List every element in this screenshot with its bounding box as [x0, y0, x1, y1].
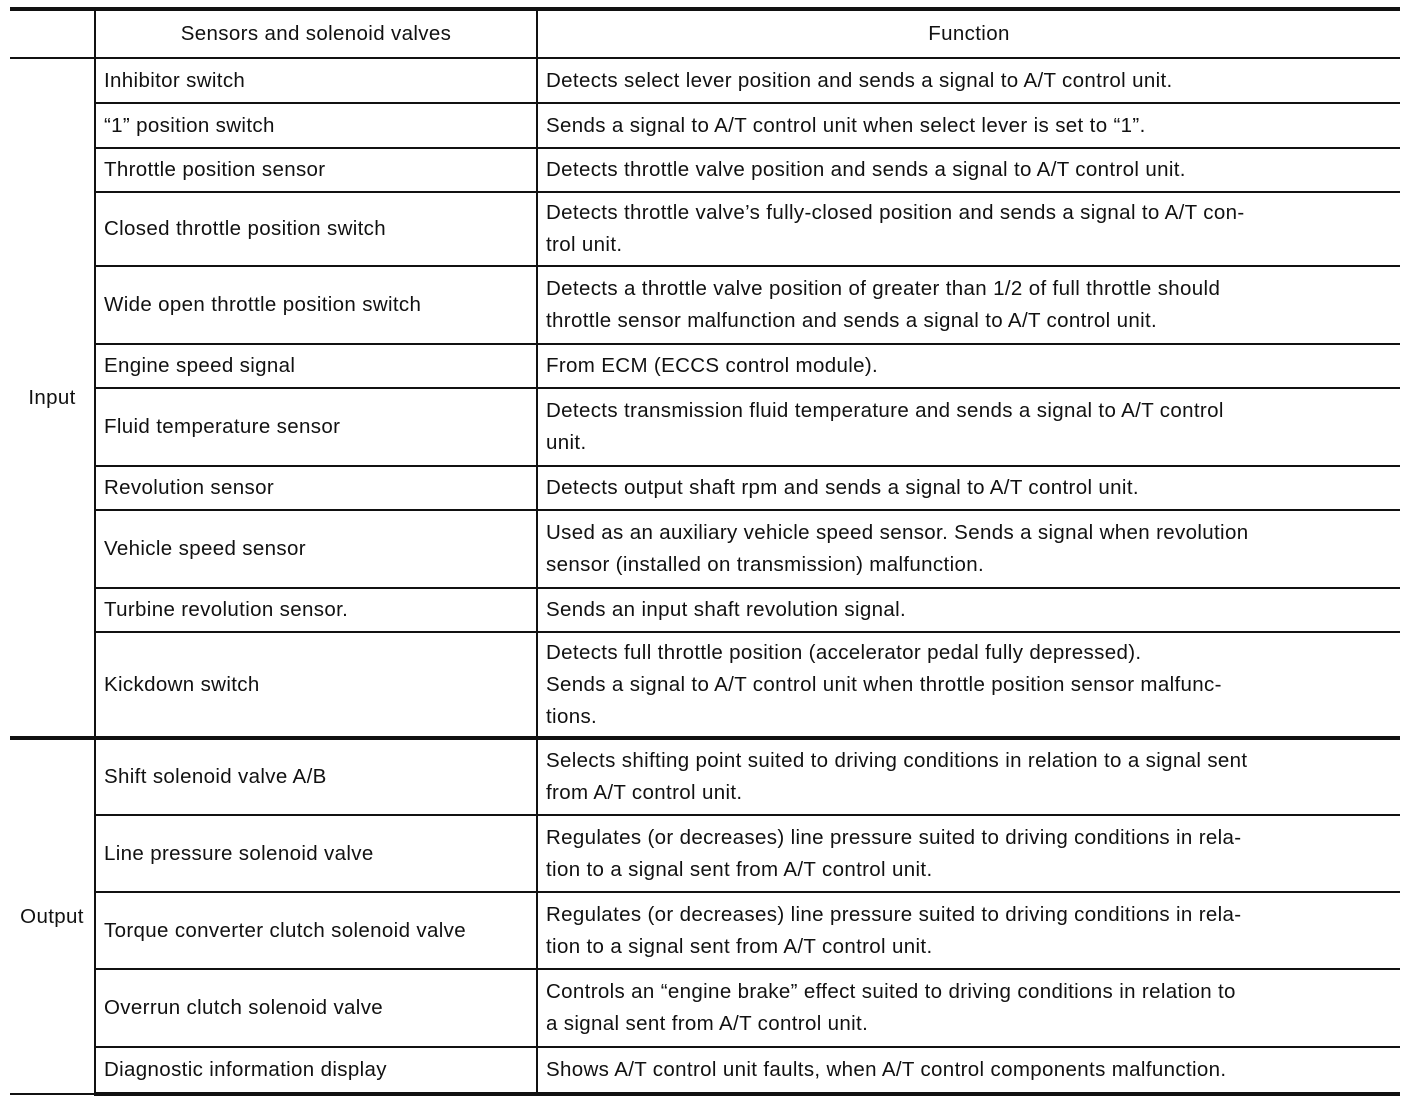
function-line: Detects select lever position and sends a signal to A/T control unit. [546, 68, 1173, 92]
function-line: sensor (installed on transmission) malfunction. [546, 553, 985, 576]
component-function [537, 892, 1400, 969]
function-line: unit. [546, 431, 587, 454]
table-row [10, 466, 1400, 510]
function-line: tion to a signal sent from A/T control unit. [546, 934, 933, 958]
component-name: Overrun clutch solenoid valve [95, 969, 537, 1047]
function-line: Detects output shaft rpm and sends a signal to A/T control unit. [546, 476, 1139, 499]
component-name: Inhibitor switch [95, 58, 537, 103]
header-function: Function [537, 9, 1400, 58]
component-name: Turbine revolution sensor. [95, 588, 537, 632]
component-name: Kickdown switch [95, 632, 537, 738]
component-name: Closed throttle position switch [95, 192, 537, 266]
component-function [537, 103, 1400, 148]
header-sensors: Sensors and solenoid valves [95, 9, 537, 58]
function-line: Detects transmission fluid temperature and sends a signal to A/T control [546, 399, 1224, 422]
function-line: Sends a signal to A/T control unit when select lever is set to “1”. [546, 113, 1146, 137]
component-name: Diagnostic information display [95, 1047, 537, 1094]
component-name: Vehicle speed sensor [95, 510, 537, 588]
table-row [10, 1047, 1400, 1094]
function-line: from A/T control unit. [546, 781, 743, 804]
component-name: Shift solenoid valve A/B [95, 738, 537, 815]
component-function [537, 510, 1400, 588]
function-line: Regulates (or decreases) line pressure suited to driving conditions in rela- [546, 902, 1242, 926]
component-name: Torque converter clutch solenoid valve [95, 892, 537, 969]
table-row [10, 344, 1400, 388]
component-function [537, 58, 1400, 103]
function-line: Sends a signal to A/T control unit when throttle position sensor malfunc- [546, 672, 1222, 696]
component-function [537, 588, 1400, 632]
component-function [537, 344, 1400, 388]
component-function [537, 266, 1400, 344]
component-function [537, 632, 1400, 738]
function-line: Controls an “engine brake” effect suited to driving conditions in relation to [546, 980, 1236, 1003]
component-name: Fluid temperature sensor [95, 388, 537, 466]
component-function [537, 815, 1400, 892]
component-function [537, 148, 1400, 192]
table-row [10, 632, 1400, 738]
table-row [10, 58, 1400, 103]
group-label-output: Output [10, 738, 95, 1094]
component-function [537, 192, 1400, 266]
component-name: Throttle position sensor [95, 148, 537, 192]
component-name: Line pressure solenoid valve [95, 815, 537, 892]
table-row [10, 815, 1400, 892]
table-row [10, 738, 1400, 815]
group-label-input: Input [10, 58, 95, 738]
component-function [537, 388, 1400, 466]
table-row [10, 192, 1400, 266]
table-row [10, 388, 1400, 466]
table-row [10, 588, 1400, 632]
function-line: From ECM (ECCS control module). [546, 354, 879, 377]
table-row [10, 969, 1400, 1047]
component-name: Engine speed signal [95, 344, 537, 388]
table-row [10, 892, 1400, 969]
component-name: Wide open throttle position switch [95, 266, 537, 344]
table-row [10, 266, 1400, 344]
function-line: trol unit. [546, 233, 623, 256]
function-line: tions. [546, 704, 598, 728]
component-name: Revolution sensor [95, 466, 537, 510]
sensors-function-table [10, 7, 1400, 1096]
function-line: Detects a throttle valve position of greater than 1/2 of full throttle should [546, 277, 1221, 300]
function-line: Used as an auxiliary vehicle speed sensor. Sends a signal when revolution [546, 521, 1249, 544]
function-line: Detects throttle valve position and sends a signal to A/T control unit. [546, 158, 1186, 181]
function-line: Regulates (or decreases) line pressure suited to driving conditions in rela- [546, 825, 1242, 849]
component-name: “1” position switch [95, 103, 537, 148]
header-row [10, 9, 1400, 58]
function-line: tion to a signal sent from A/T control unit. [546, 857, 933, 881]
table-row [10, 510, 1400, 588]
table-row [10, 103, 1400, 148]
function-line: Detects full throttle position (accelerator pedal fully depressed). [546, 640, 1142, 664]
table-row [10, 148, 1400, 192]
function-line: Selects shifting point suited to driving conditions in relation to a signal sent [546, 749, 1248, 772]
function-line: Shows A/T control unit faults, when A/T control components malfunction. [546, 1058, 1227, 1081]
component-function [537, 738, 1400, 815]
component-function [537, 466, 1400, 510]
function-line: Sends an input shaft revolution signal. [546, 598, 907, 621]
function-line: Detects throttle valve’s fully-closed position and sends a signal to A/T con- [546, 201, 1245, 224]
header-corner [10, 9, 95, 58]
component-function [537, 969, 1400, 1047]
component-function [537, 1047, 1400, 1094]
function-line: a signal sent from A/T control unit. [546, 1012, 869, 1035]
function-line: throttle sensor malfunction and sends a signal to A/T control unit. [546, 309, 1158, 332]
